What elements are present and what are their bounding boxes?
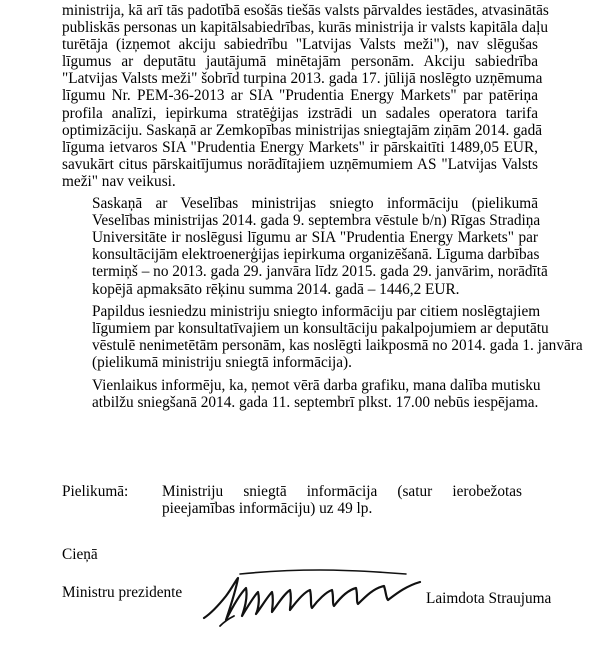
text-line: atbilžu sniegšanā 2014. gada 11. septembrī plkst. 17.00 nebūs iespējama. (92, 394, 539, 412)
text-line: "Latvijas Valsts meži" šobrīd turpina 2013. gada 17. jūlijā noslēgto uzņēmuma (62, 70, 543, 88)
paragraph-4 (62, 376, 541, 412)
text-line: optimizāciju. Saskaņā ar Zemkopības ministrijas sniegtajām ziņām 2014. gadā (62, 121, 543, 139)
attachment-text (162, 483, 522, 517)
text-line: turētāja (izņemot akciju sabiedrību "Latvijas Valsts meži"), nav slēgušas (62, 36, 538, 54)
paragraph-1 (62, 2, 549, 190)
paragraph-3 (62, 302, 583, 371)
text-line: termiņš – no 2013. gada 29. janvāra līdz 2015. gada 29. janvārim, norādītā (92, 263, 548, 281)
text-line: vēstulē nenimetētām personām, kas noslēgti laikposmā no 2014. gada 1. janvāra (92, 336, 583, 354)
text-line: Vienlaikus informēju, ka, ņemot vērā darba grafiku, mana dalība mutisku (92, 376, 541, 394)
attachment-label: Pielikumā: (62, 483, 129, 500)
text-line: līgumiem par konsultatīvajiem un konsultāciju pakalpojumiem ar deputātu (92, 319, 549, 337)
text-line: ministrija, kā arī tās padotībā esošās tiešās valsts pārvaldes iestādes, atvasinātās (62, 2, 549, 19)
paragraph-2 (62, 195, 548, 298)
attachment-line: Ministriju sniegtā informācija (satur ierobežotas (162, 483, 522, 500)
text-line: profila analīzi, iepirkuma stratēģijas izstrādi un sadales operatora tarifa (62, 104, 538, 122)
handwritten-signature (200, 556, 430, 636)
letter-body (62, 0, 583, 412)
closing-salutation: Cieņā (62, 546, 98, 563)
text-line: līgumu Nr. PEM-36-2013 ar SIA "Prudentia Energy Markets" par patēriņa (62, 87, 538, 105)
signer-name: Laimdota Straujuma (426, 590, 552, 607)
signer-title: Ministru prezidente (62, 584, 183, 601)
text-line: līguma ietvaros SIA "Prudentia Energy Markets" ir pārskaitīti 1489,05 EUR, (62, 138, 538, 156)
text-line: (pielikumā ministriju sniegtā informācija). (92, 353, 352, 371)
attachment-line: pieejamības informāciju) uz 49 lp. (162, 500, 373, 518)
text-line: kopējā apmaksāto rēķinu summa 2014. gadā – 1446,2 EUR. (92, 280, 460, 298)
text-line: Veselības ministrijas 2014. gada 9. septembra vēstule b/n) Rīgas Stradiņa (92, 212, 541, 230)
text-line: līgumus ar deputātu jautājumā minētajām personām. Akciju sabiedrība (62, 53, 538, 71)
text-line: Saskaņā ar Veselības ministrijas sniegto informāciju (pielikumā (92, 195, 538, 213)
text-line: savukārt citus pārskaitījumus norādītajiem uzņēmumiem AS "Latvijas Valsts (62, 155, 538, 173)
text-line: meži" nav veikusi. (62, 172, 176, 190)
text-line: konsultācijām elektroenerģijas iepirkuma organizēšanā. Līguma darbības (92, 246, 540, 264)
text-line: publiskās personas un kapitālsabiedrības, kurās ministrija ir valsts kapitāla daļu (62, 19, 548, 37)
text-line: Universitāte ir noslēgusi līgumu ar SIA "Prudentia Energy Markets" par (92, 229, 538, 247)
text-line: Papildus iesniedzu ministriju sniegto informāciju par citiem noslēgtajiem (92, 302, 541, 320)
